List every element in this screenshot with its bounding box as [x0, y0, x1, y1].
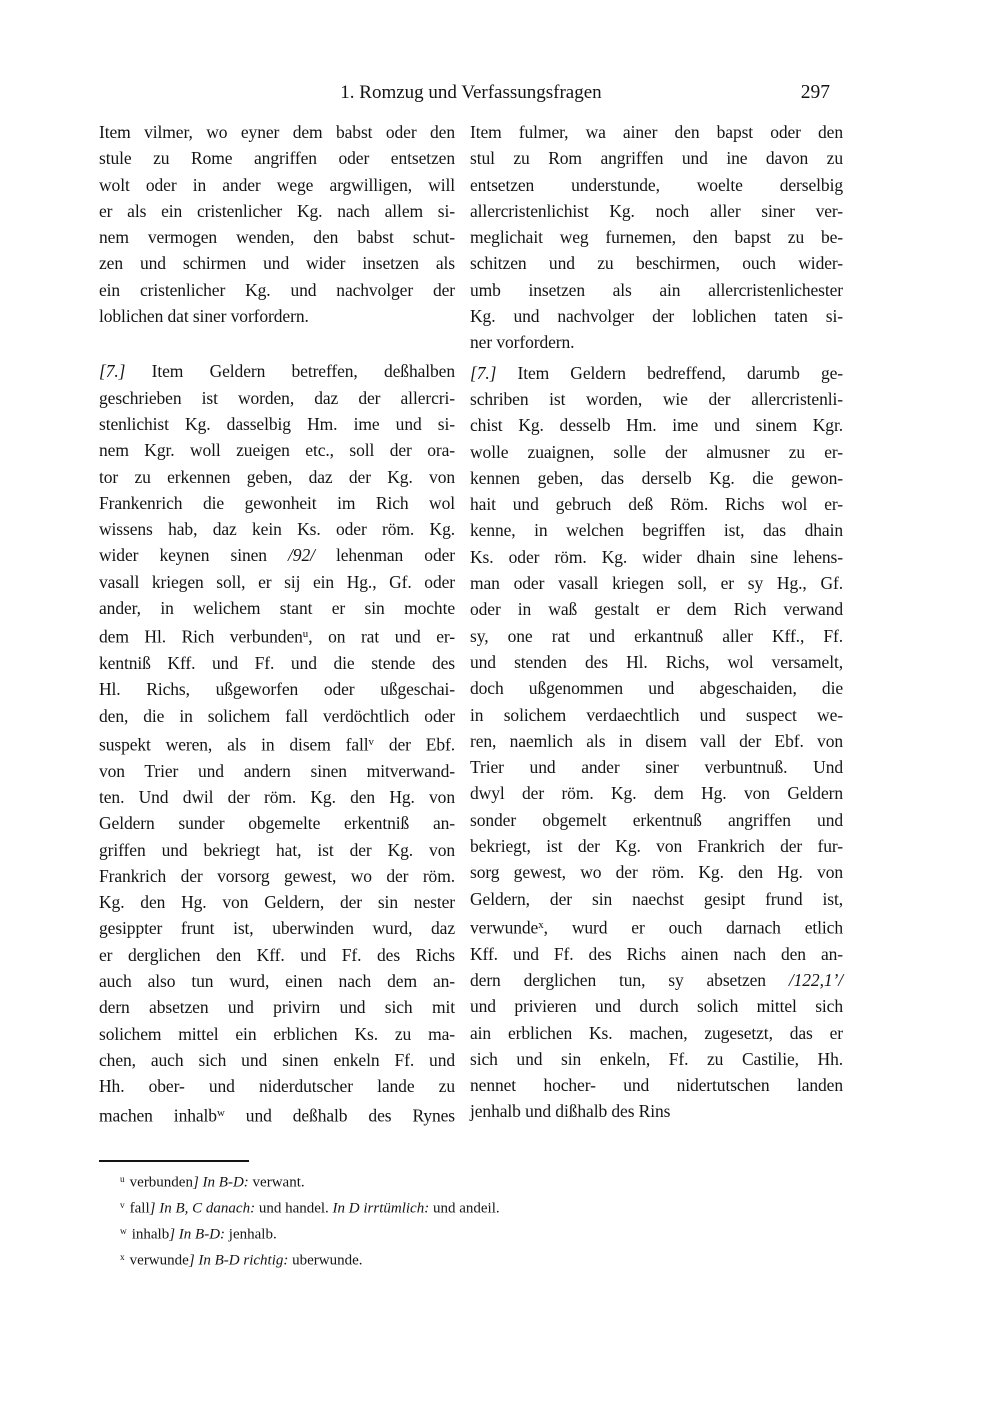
text-segment: jenhalb und dißhalb des Rins	[470, 1101, 671, 1122]
text-line	[99, 464, 455, 490]
text-line	[99, 942, 455, 968]
footnote-reference: w	[216, 1106, 225, 1119]
text-segment: chist Kg. desselb Hm. ime und sinem Kgr.	[470, 415, 843, 436]
text-segment: doch ußgenommen und abgeschaiden, die	[470, 678, 843, 699]
text-segment: sy, one rat und erkantnuß aller Kff., Ff.	[470, 625, 843, 646]
text-segment: griffen und bekriegt hat, ist der Kg. von	[99, 839, 455, 860]
text-segment: Kg. und nachvolger der loblichen taten si-	[470, 306, 843, 327]
text-segment: Geldern sunder obgemelte erkentniß an-	[99, 813, 455, 834]
text-line	[99, 358, 455, 384]
text-line	[99, 516, 455, 542]
text-line	[99, 277, 455, 303]
text-segment: gesippter frunt ist, uberwinden wurd, daz	[99, 918, 455, 939]
text-line	[470, 412, 843, 438]
text-line	[470, 1046, 843, 1072]
text-segment: sonder obgemelt erkentnuß angriffen und	[470, 809, 843, 830]
text-segment: geschrieben ist worden, daz der allercri-	[99, 387, 455, 408]
text-line	[99, 595, 455, 621]
text-line	[470, 912, 843, 941]
text-segment: Frankrich der vorsorg gewest, wo der röm.	[99, 865, 455, 886]
text-segment: dwyl der röm. Kg. dem Hg. von Geldern	[470, 783, 843, 804]
text-segment: Ks. oder röm. Kg. wider dhain sine lehens-	[470, 546, 843, 567]
text-segment: ren, naemlich als in disem vall der Ebf. von	[470, 730, 843, 751]
text-line	[99, 250, 455, 276]
text-segment: Hh. ober- und niderdutscher lande zu	[99, 1076, 455, 1097]
text-line	[470, 386, 843, 412]
text-segment: uberwunde.	[288, 1252, 363, 1269]
text-segment: Trier und ander siner verbuntnuß. Und	[470, 757, 843, 778]
text-line	[470, 1020, 843, 1046]
text-line	[470, 807, 843, 833]
text-segment: loblichen dat siner vorfordern.	[99, 306, 309, 327]
chapter-title: 1. Romzug und Verfassungsfragen	[340, 82, 602, 103]
text-line	[470, 250, 843, 276]
text-segment: fall	[129, 1200, 150, 1217]
text-segment: dern absetzen und privirn und sich mit	[99, 997, 455, 1018]
footnote-item	[99, 1169, 843, 1195]
text-line	[470, 859, 843, 885]
text-line	[99, 650, 455, 676]
footnote-reference: u	[302, 628, 309, 641]
text-line	[99, 1073, 455, 1099]
text-segment: ] In B, C danach:	[149, 1200, 256, 1217]
footnote-mark: w	[120, 1227, 127, 1238]
text-line	[99, 621, 455, 650]
text-segment: ain erblichen Ks. machen, zugesetzt, das er	[470, 1022, 843, 1043]
text-segment: ten. Und dwil der röm. Kg. den Hg. von	[99, 786, 455, 807]
text-line	[99, 784, 455, 810]
text-segment: Item vilmer, wo eyner dem babst oder den	[99, 122, 455, 142]
text-line	[99, 437, 455, 463]
text-segment: und handel.	[255, 1200, 333, 1217]
page-number: 297	[800, 82, 830, 103]
text-segment: ] In B-D:	[192, 1174, 249, 1191]
text-line	[470, 119, 843, 145]
text-segment: wider keynen sinen	[99, 545, 289, 566]
text-segment: dern derglichen tun, sy absetzen	[470, 969, 789, 990]
text-segment: meglichait weg furnemen, den bapst zu be-	[470, 227, 843, 248]
text-line	[99, 198, 455, 224]
footnote-mark: u	[120, 1175, 125, 1185]
text-segment: jenhalb.	[225, 1226, 277, 1243]
text-line	[470, 1072, 843, 1098]
text-line	[99, 385, 455, 411]
text-line	[470, 780, 843, 806]
text-line	[99, 968, 455, 994]
text-segment: /92/	[288, 545, 315, 566]
text-segment: er derglichen den Kff. und Ff. des Richs	[99, 944, 455, 965]
text-line	[470, 833, 843, 859]
text-segment: In D irrtümlich:	[332, 1200, 430, 1217]
text-segment: lehenman oder	[314, 545, 455, 566]
text-segment: schitzen und zu beschirmen, ouch wider-	[470, 253, 843, 274]
text-line	[470, 224, 843, 250]
text-segment: allercristenlichist Kg. noch aller siner ver-	[470, 200, 843, 221]
text-segment: verbunden	[129, 1174, 193, 1191]
text-line	[99, 837, 455, 863]
text-segment: Item Geldern betreffen, deßhalben	[125, 361, 455, 382]
footnote-item	[99, 1195, 843, 1221]
text-line	[99, 1100, 455, 1129]
column-right	[470, 119, 843, 1125]
text-line	[470, 198, 843, 224]
text-segment: wolt oder in ander wege argwilligen, will	[99, 174, 455, 195]
text-line	[99, 145, 455, 171]
text-line	[470, 1098, 843, 1124]
text-segment: umb insetzen als ain allercristenlichester	[470, 279, 843, 300]
text-segment: ein cristenlicher Kg. und nachvolger der	[99, 279, 455, 300]
text-line	[99, 1047, 455, 1073]
text-segment: entsetzen understunde, woelte derselbig	[470, 174, 843, 195]
text-line	[99, 411, 455, 437]
text-line	[99, 569, 455, 595]
text-line	[99, 490, 455, 516]
paragraph	[470, 360, 843, 1125]
text-segment: kenne, in welchen begriffen ist, das dhain	[470, 520, 843, 541]
text-line	[470, 702, 843, 728]
text-segment: oder in waß gestalt er dem Rich verwand	[470, 599, 843, 620]
text-segment: chen, auch sich und sinen enkeln Ff. und	[99, 1049, 455, 1070]
text-segment: verwant.	[248, 1174, 305, 1191]
text-segment: machen inhalb	[99, 1104, 217, 1125]
text-line	[470, 967, 843, 993]
footnote-item	[99, 1221, 843, 1247]
text-segment: er als ein cristenlicher Kg. nach allem si-	[99, 200, 455, 221]
text-segment: in solichem verdaechtlich und suspect we-	[470, 704, 843, 725]
text-segment: zen und schirmen und wider insetzen als	[99, 253, 455, 274]
text-line	[470, 491, 843, 517]
text-segment: ] In B-D:	[169, 1226, 226, 1243]
paragraph	[99, 358, 455, 1128]
text-segment: nem vermogen wenden, den babst schut-	[99, 227, 455, 248]
text-line	[470, 329, 843, 355]
text-segment: Item fulmer, wa ainer den bapst oder den	[470, 122, 843, 142]
text-line	[470, 623, 843, 649]
text-segment: wolle zuaignen, solle der almusner zu er-	[470, 441, 843, 462]
text-segment: ner vorfordern.	[470, 332, 575, 353]
paragraph	[99, 119, 455, 329]
text-segment: sorg gewest, wo der röm. Kg. den Hg. von	[470, 862, 843, 883]
text-line	[99, 810, 455, 836]
text-segment: ander, in welichem stant er sin mochte	[99, 598, 455, 619]
text-line	[470, 886, 843, 912]
footnote-reference: v	[368, 735, 374, 748]
text-line	[470, 941, 843, 967]
text-segment: [7.]	[470, 362, 497, 383]
text-segment: und deßhalb des Rynes	[224, 1104, 455, 1125]
footnote-mark: v	[120, 1201, 125, 1212]
text-line	[470, 439, 843, 465]
text-line	[99, 703, 455, 729]
footnote-section	[99, 1160, 843, 1273]
text-segment: Geldern, der sin naechst gesipt frund ist,	[470, 888, 843, 909]
text-segment: kentniß Kff. und Ff. und die stende des	[99, 653, 455, 674]
text-line	[99, 676, 455, 702]
text-segment: [7.]	[99, 361, 126, 382]
text-line	[99, 915, 455, 941]
text-segment: stule zu Rome angriffen oder entsetzen	[99, 148, 455, 169]
text-line	[470, 675, 843, 701]
text-line	[99, 729, 455, 758]
paragraph	[470, 119, 843, 356]
text-line	[470, 993, 843, 1019]
text-segment: suspekt weren, als in disem fall	[99, 734, 369, 755]
text-segment: inhalb	[131, 1226, 170, 1243]
text-segment: hait und gebruch deß Röm. Richs wol er-	[470, 494, 843, 515]
text-line	[470, 465, 843, 491]
text-line	[470, 360, 843, 386]
text-segment: nennet hocher- und nidertutschen landen	[470, 1075, 843, 1096]
text-segment: Frankenrich die gewonheit im Rich wol	[99, 492, 455, 513]
text-segment: bekriegt, ist der Kg. von Frankrich der fur-	[470, 836, 843, 857]
text-line	[470, 172, 843, 198]
text-segment: Kg. den Hg. von Geldern, der sin nester	[99, 892, 455, 913]
column-left	[99, 119, 455, 1128]
text-segment: , wurd er ouch darnach etlich	[543, 917, 843, 938]
text-line	[99, 172, 455, 198]
text-line	[470, 728, 843, 754]
text-segment: dem Hl. Rich verbunden	[99, 626, 303, 647]
text-segment: vasall kriegen soll, er sij ein Hg., Gf. oder	[99, 571, 455, 592]
text-line	[470, 596, 843, 622]
text-segment: Item Geldern bedreffend, darumb ge-	[496, 362, 843, 383]
text-segment: Hl. Richs, ußgeworfen oder ußgeschai-	[99, 679, 455, 700]
text-segment: sich und sin enkeln, Ff. zu Castilie, Hh.	[470, 1048, 843, 1069]
text-segment: kennen geben, das derselb Kg. die gewon-	[470, 467, 843, 488]
text-line	[470, 145, 843, 171]
text-segment: und andeil.	[429, 1200, 500, 1217]
text-segment: tor zu erkennen geben, daz der Kg. von	[99, 466, 455, 487]
text-segment: Kff. und Ff. des Richs ainen nach den an-	[470, 943, 843, 964]
text-segment: man oder vasall kriegen soll, er sy Hg., Gf.	[470, 573, 843, 594]
text-segment: von Trier und andern sinen mitverwand-	[99, 760, 455, 781]
text-segment: verwunde	[470, 917, 539, 938]
text-line	[99, 758, 455, 784]
text-line	[99, 303, 455, 329]
text-segment: solichem mittel ein erblichen Ks. zu ma-	[99, 1023, 455, 1044]
text-segment: /122,1’/	[788, 969, 843, 990]
text-segment: verwunde	[129, 1252, 189, 1269]
footnote-list	[99, 1169, 843, 1273]
text-segment: auch also tun wurd, einen nach dem an-	[99, 971, 455, 992]
footnote-reference: x	[538, 918, 544, 931]
text-segment: der Ebf.	[373, 734, 455, 755]
text-segment: stul zu Rom angriffen und ine davon zu	[470, 148, 843, 169]
text-segment: stenlichist Kg. dasselbig Hm. ime und si-	[99, 413, 455, 434]
text-line	[470, 517, 843, 543]
text-segment: und stenden des Hl. Richs, wol versamelt,	[470, 651, 843, 672]
text-line	[99, 889, 455, 915]
text-line	[470, 277, 843, 303]
text-line	[470, 754, 843, 780]
footnote-rule	[99, 1160, 249, 1162]
text-segment: , on rat und er-	[308, 626, 455, 647]
text-segment: schriben ist worden, wie der allercristenli-	[470, 388, 843, 409]
text-line	[99, 1021, 455, 1047]
text-line	[99, 863, 455, 889]
text-segment: ] In B-D richtig:	[188, 1252, 289, 1269]
text-line	[470, 544, 843, 570]
text-line	[470, 570, 843, 596]
text-segment: und privieren und durch solich mittel sich	[470, 996, 843, 1017]
text-segment: nem Kgr. woll zueigen etc., soll der ora-	[99, 440, 455, 461]
running-header	[99, 80, 843, 106]
text-line	[99, 994, 455, 1020]
text-line	[99, 119, 455, 145]
text-line	[99, 224, 455, 250]
footnote-mark: x	[120, 1253, 125, 1264]
text-line	[470, 303, 843, 329]
text-segment: den, die in solichem fall verdöchtlich oder	[99, 705, 455, 726]
text-line	[470, 649, 843, 675]
footnote-item	[99, 1247, 843, 1273]
text-segment: wissens hab, daz kein Ks. oder röm. Kg.	[99, 519, 455, 540]
text-line	[99, 542, 455, 568]
